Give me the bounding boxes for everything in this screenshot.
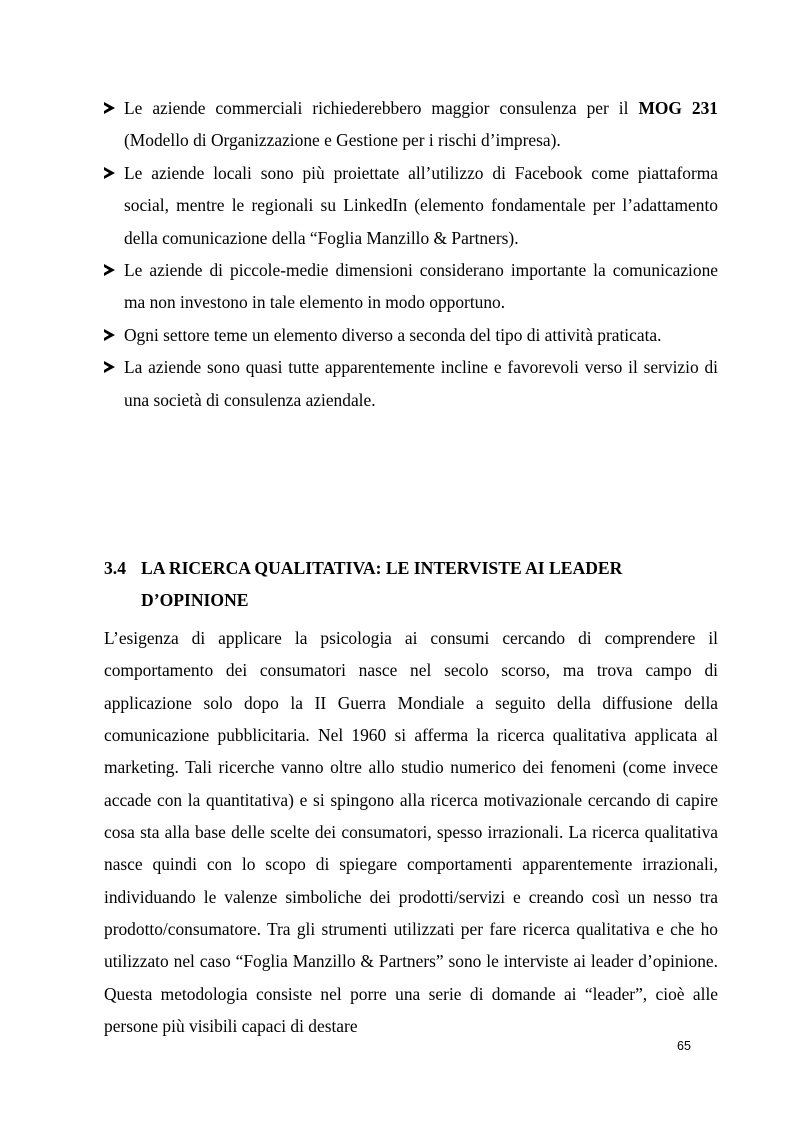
arrow-bullet-icon	[104, 329, 115, 341]
bullet-bold-text: MOG 231	[638, 98, 718, 118]
bullet-item	[104, 157, 718, 254]
section-title: LA RICERCA QUALITATIVA: LE INTERVISTE AI LEADER D’OPINIONE	[141, 558, 623, 610]
bullet-item	[104, 351, 718, 416]
section-number: 3.4	[104, 558, 126, 578]
bullet-item	[104, 319, 718, 351]
bullet-text: Le aziende di piccole-medie dimensioni considerano importante la comunicazione ma non investono in tale elemento in modo opportuno.	[124, 260, 718, 313]
arrow-bullet-icon	[104, 167, 115, 179]
arrow-bullet-icon	[104, 361, 115, 373]
findings-bullet-list	[104, 92, 718, 416]
bullet-text: Le aziende commerciali richiederebbero maggior consulenza per il	[124, 98, 639, 118]
body-paragraph: L’esigenza di applicare la psicologia ai consumi cercando di comprendere il comportamento dei consumatori nasce nel secolo scorso, ma trova campo di applicazione solo dopo la II Guerra Mondiale a seguito della diffusione della comunicazione pubblicitaria. Nel 1960 si afferma la ricerca qualitativa applicata al marketing. Tali ricerche vanno oltre allo studio numerico dei fenomeni (come invece accade con la quantitativa) e si spingono alla ricerca motivazionale cercando di capire cosa sta alla base delle scelte dei consumatori, spesso irrazionali. La ricerca qualitativa nasce quindi con lo scopo di spiegare comportamenti apparentemente irrazionali, individuando le valenze simboliche dei prodotti/servizi e creando così un nesso tra prodotto/consumatore. Tra gli strumenti utilizzati per fare ricerca qualitativa e che ho utilizzato nel caso “Foglia Manzillo & Partners” sono le interviste ai leader d’opinione. Questa metodologia consiste nel porre una serie di domande ai “leader”, cioè alle persone più visibili capaci di destare	[104, 628, 718, 1037]
arrow-bullet-icon	[104, 264, 115, 276]
bullet-item	[104, 254, 718, 319]
arrow-bullet-icon	[104, 102, 115, 114]
bullet-text: La aziende sono quasi tutte apparentemente incline e favorevoli verso il servizio di una società di consulenza aziendale.	[124, 357, 718, 410]
page-number: 65	[677, 1039, 691, 1053]
bullet-text-continued: (Modello di Organizzazione e Gestione per i rischi d’impresa).	[124, 130, 561, 151]
bullet-text: Ogni settore teme un elemento diverso a seconda del tipo di attività praticata.	[124, 324, 662, 345]
section-heading	[104, 552, 704, 616]
bullet-text: Le aziende locali sono più proiettate all’utilizzo di Facebook come piattaforma social, mentre le regionali su LinkedIn (elemento fondamentale per l’adattamento della comunicazione della “Foglia Manzillo & Partners).	[124, 162, 718, 248]
bullet-item	[104, 92, 718, 157]
